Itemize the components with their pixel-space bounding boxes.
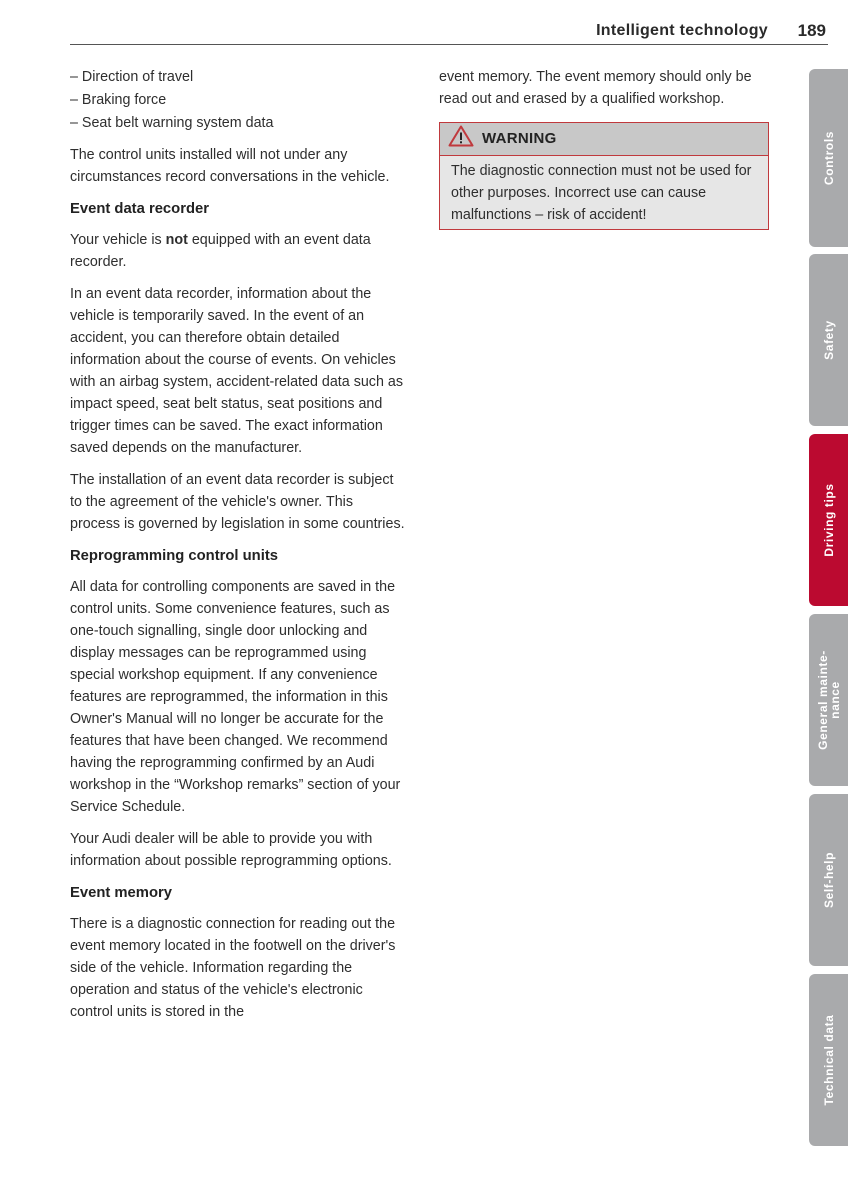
paragraph-edr-installation: The installation of an event data recorder is subject to the agreement of the vehicle's owner. This process is governed by legislation in some countries. — [70, 472, 405, 532]
page-number: 189 — [797, 21, 826, 40]
tab-label: General mainte- nance — [815, 650, 842, 750]
tab-general-maintenance[interactable] — [809, 614, 848, 786]
bullet-list — [70, 66, 406, 135]
tab-label: Driving tips — [821, 483, 836, 557]
heading-event-memory: Event memory — [70, 885, 172, 901]
chapter-title: Intelligent technology — [596, 22, 768, 39]
tab-self-help[interactable] — [809, 794, 848, 966]
chapter-tabs — [809, 0, 848, 1200]
paragraph-event-memory: There is a diagnostic connection for reading out the event memory located in the footwell on the driver's side of the vehicle. Information regarding the operation and status of the vehicle's electronic control units is stored in the — [70, 916, 396, 1020]
paragraph-continued: event memory. The event memory should only be read out and erased by a qualified workshop. — [439, 69, 752, 107]
paragraph-text: Your vehicle is — [70, 232, 166, 248]
tab-label: Controls — [821, 130, 836, 186]
tab-driving-tips[interactable] — [809, 434, 848, 606]
page-header — [70, 18, 828, 45]
list-item: – Seat belt warning system data — [70, 115, 274, 131]
warning-triangle-icon — [448, 125, 474, 154]
right-column — [439, 66, 769, 230]
warning-label: WARNING — [482, 130, 557, 147]
tab-label: Safety — [821, 320, 836, 360]
left-column — [70, 66, 406, 1033]
warning-header — [440, 123, 768, 156]
tab-technical-data[interactable] — [809, 974, 848, 1146]
tab-controls[interactable] — [809, 69, 848, 247]
heading-reprogramming: Reprogramming control units — [70, 548, 278, 564]
tab-label: Technical data — [821, 1014, 836, 1106]
warning-box — [439, 122, 769, 230]
list-item: – Direction of travel — [70, 69, 194, 85]
paragraph-edr-description: In an event data recorder, information about the vehicle is temporarily saved. In the event of an accident, you can therefore obtain detailed information about the course of events. On vehicles with an airbag system, accident-related data such as impact speed, seat belt status, seat positions and trigger times can be saved. The exact information saved depends on the manufacturer. — [70, 286, 403, 456]
list-item: – Braking force — [70, 92, 167, 108]
paragraph-dealer-info: Your Audi dealer will be able to provide you with information about possible reprogramming options. — [70, 831, 392, 869]
paragraph-reprogramming: All data for controlling components are saved in the control units. Some convenience features, such as one-touch signalling, single door unlocking and display messages can be reprogrammed using special workshop equipment. If any convenience features are reprogrammed, the information in this Owner's Manual will no longer be accurate for the features that have been changed. We recommend having the reprogramming confirmed by an Audi workshop in the “Workshop remarks” section of your Service Schedule. — [70, 579, 401, 815]
warning-text: The diagnostic connection must not be used for other purposes. Incorrect use can cause malfunctions – risk of accident! — [440, 156, 768, 229]
tab-label: Self-help — [821, 851, 836, 909]
tab-safety[interactable] — [809, 254, 848, 426]
heading-event-data-recorder: Event data recorder — [70, 201, 209, 217]
paragraph-edr-not-equipped — [70, 229, 406, 273]
paragraph-text: equipped with an event data recorder. — [70, 232, 371, 270]
emphasis-text: not — [165, 232, 188, 248]
paragraph-conversations: The control units installed will not under any circumstances record conversations in the vehicle. — [70, 147, 390, 185]
